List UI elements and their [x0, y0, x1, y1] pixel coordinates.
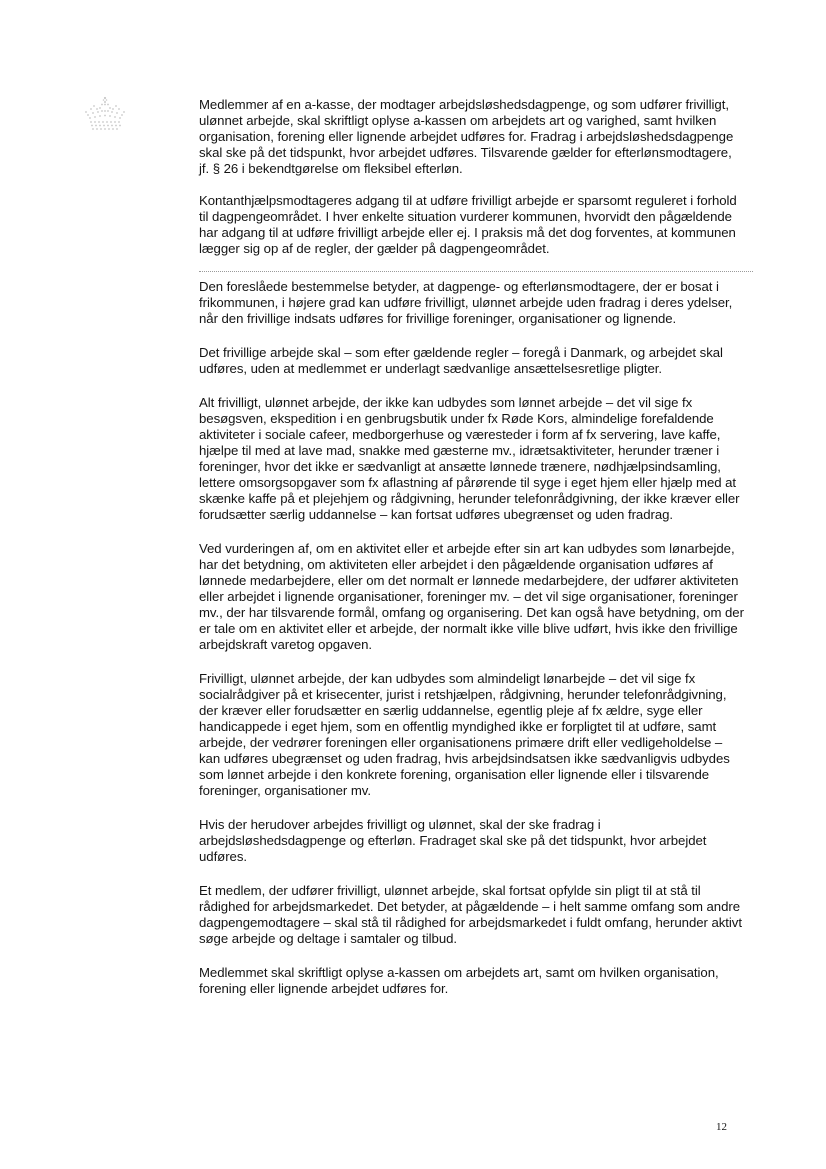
paragraph-6: Ved vurderingen af, om en aktivitet eller et arbejde efter sin art kan udbydes som lønarbejde, har det betydning, om aktiviteten eller arbejdet i den pågældende organisation udføres af lønnede medarbejdere, eller om det normalt er lønnede medarbejdere, der udfører aktiviteten eller arbejdet i lignende organisationer, foreninger mv. – det vil sige organisationer, foreninger mv., der har tilsvarende formål, omfang og organisering. Det kan også have betydning, om der er tale om en aktivitet eller et arbejde, der normalt ikke ville blive udført, hvis ikke den frivillige arbejdskraft varetog opgaven. [199, 541, 744, 652]
paragraph-9: Et medlem, der udfører frivilligt, ulønnet arbejde, skal fortsat opfylde sin pligt til at stå til rådighed for arbejdsmarkedet. Det betyder, at pågældende – i helt samme omfang som andre dagpengemodtagere – skal stå til rådighed for arbejdsmarkedet i fuldt omfang, herunder aktivt søge arbejde og deltage i samtaler og tilbud. [199, 883, 742, 946]
crown-logo-icon [82, 96, 128, 132]
paragraph-10: Medlemmet skal skriftligt oplyse a-kassen om arbejdets art, samt om hvilken organisation, forening eller lignende arbejdet udføres for. [199, 965, 719, 996]
paragraph-2: Kontanthjælpsmodtageres adgang til at udføre frivilligt arbejde er sparsomt reguleret i forhold til dagpengeområdet. I hver enkelte situation vurderer kommunen, hvorvidt den pågældende har adgang til at udføre frivilligt arbejde eller ej. I praksis må det dog forventes, at kommunen lægger sig op af de regler, der gælder på dagpengeområdet. [199, 193, 737, 256]
paragraph-1: Medlemmer af en a-kasse, der modtager arbejdsløshedsdagpenge, og som udfører frivilligt, ulønnet arbejde, skal skriftligt oplyse a-kassen om arbejdets art og varighed, samt hvilken organisation, forening eller lignende arbejdet udføres for. Fradrag i arbejdsløshedsdagpenge skal ske på det tidspunkt, hvor arbejdet udføres. Tilsvarende gælder for efterlønsmodtagere, jf. § 26 i bekendtgørelse om fleksibel efterløn. [199, 97, 734, 176]
page-number: 12 [716, 1121, 727, 1133]
paragraph-4: Det frivillige arbejde skal – som efter gældende regler – foregå i Danmark, og arbejdet skal udføres, uden at medlemmet er underlagt sædvanlige ansættelsesretlige pligter. [199, 345, 723, 376]
paragraph-8: Hvis der herudover arbejdes frivilligt og ulønnet, skal der ske fradrag i arbejdsløshedsdagpenge og efterløn. Fradraget skal ske på det tidspunkt, hvor arbejdet udføres. [199, 817, 707, 864]
document-body [199, 97, 744, 997]
paragraph-5: Alt frivilligt, ulønnet arbejde, der ikke kan udbydes som lønnet arbejde – det vil sige fx besøgsven, ekspedition i en genbrugsbutik under fx Røde Kors, almindelige forefaldende aktiviteter i sociale cafeer, medborgerhuse og væresteder i form af fx servering, lave kaffe, hjælpe til med at lave mad, snakke med gæsterne mv., idrætsaktiviteter, herunder træner i foreninger, hvor det ikke er sædvanligt at ansætte lønnede trænere, nødhjælpsindsamling, lettere omsorgsopgaver som fx aflastning af pårørende til syge i eget hjem eller hjælp med at skænke kaffe på et plejehjem og rådgivning, herunder telefonrådgivning, der ikke kræver eller forudsætter særlig uddannelse – kan fortsat udføres ubegrænset og uden fradrag. [199, 395, 740, 522]
paragraph-3: Den foreslåede bestemmelse betyder, at dagpenge- og efterlønsmodtagere, der er bosat i frikommunen, i højere grad kan udføre frivilligt, ulønnet arbejde uden fradrag i deres ydelser, når den frivillige indsats udføres for frivillige foreninger, organisationer og lignende. [199, 279, 733, 326]
paragraph-7: Frivilligt, ulønnet arbejde, der kan udbydes som almindeligt lønarbejde – det vil sige fx socialrådgiver på et krisecenter, jurist i retshjælpen, rådgivning, herunder telefonrådgivning, der kræver eller forudsætter en særlig uddannelse, egentlig pleje af fx ældre, syge eller handicappede i eget hjem, som en offentlig myndighed ikke er forpligtet til at udføre, samt arbejde, der vedrører foreningen eller organisationens primære drift eller vedligeholdelse – kan udføres ubegrænset og uden fradrag, hvis arbejdsindsatsen ikke sædvanligvis udbydes som lønnet arbejde i den konkrete forening, organisation eller lignende eller i tilsvarende foreninger, organisationer mv. [199, 671, 730, 798]
